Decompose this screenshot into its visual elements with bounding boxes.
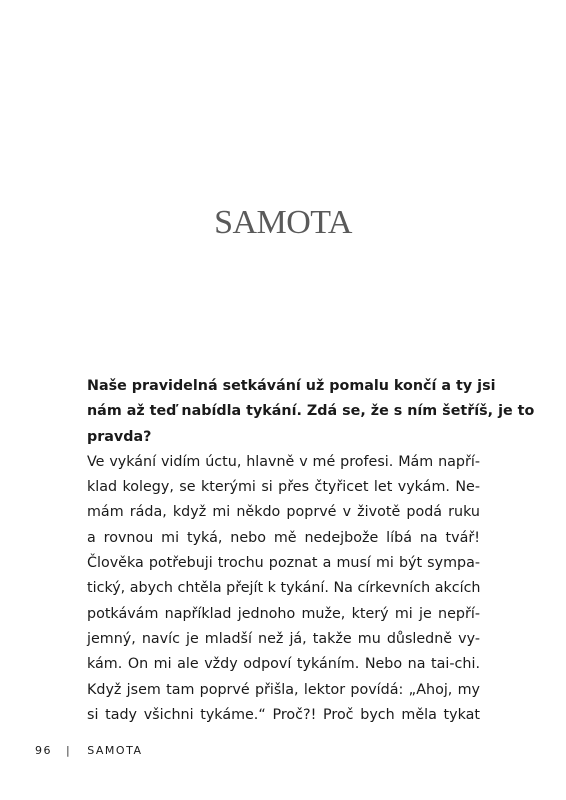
answer-line: mám ráda, když mi někdo poprvé v životě podá ruku xyxy=(87,504,480,521)
question-line: nám až teď nabídla tykání. Zdá se, že s ním šetříš, je to xyxy=(87,403,535,420)
answer-line: Když jsem tam poprvé přišla, lektor povídá: „Ahoj, my xyxy=(87,681,480,698)
page-body xyxy=(87,374,535,728)
answer-line: tický, abych chtěla přejít k tykání. Na církevních akcích xyxy=(87,580,481,597)
answer-line: Ve vykání vidím úctu, hlavně v mé profesi. Mám napří- xyxy=(87,453,480,470)
answer-line: Člověka potřebuji trochu poznat a musí mi být sympa- xyxy=(87,555,480,572)
answer-line: jemný, navíc je mladší než já, takže mu důsledně vy- xyxy=(87,630,480,647)
question-line: Naše pravidelná setkávání už pomalu končí a ty jsi xyxy=(87,378,496,394)
interview-answer xyxy=(87,450,480,728)
page-number: 96 xyxy=(35,744,52,757)
chapter-title: SAMOTA xyxy=(214,204,352,241)
question-line: pravda? xyxy=(87,428,152,445)
page-footer xyxy=(35,744,142,757)
running-title: SAMOTA xyxy=(87,744,143,757)
answer-line: klad kolegy, se kterými si přes čtyřicet let vykám. Ne- xyxy=(87,479,480,496)
answer-line: a rovnou mi tyká, nebo mě nedejbože líbá na tvář! xyxy=(87,529,480,546)
answer-line: kám. On mi ale vždy odpoví tykáním. Nebo na tai-chi. xyxy=(87,656,480,673)
answer-line: si tady všichni tykáme.“ Proč?! Proč bych měla tykat xyxy=(87,706,480,723)
footer-separator: | xyxy=(66,744,72,757)
interview-question xyxy=(87,374,535,450)
answer-line: potkávám například jednoho muže, který mi je nepří- xyxy=(87,605,480,622)
